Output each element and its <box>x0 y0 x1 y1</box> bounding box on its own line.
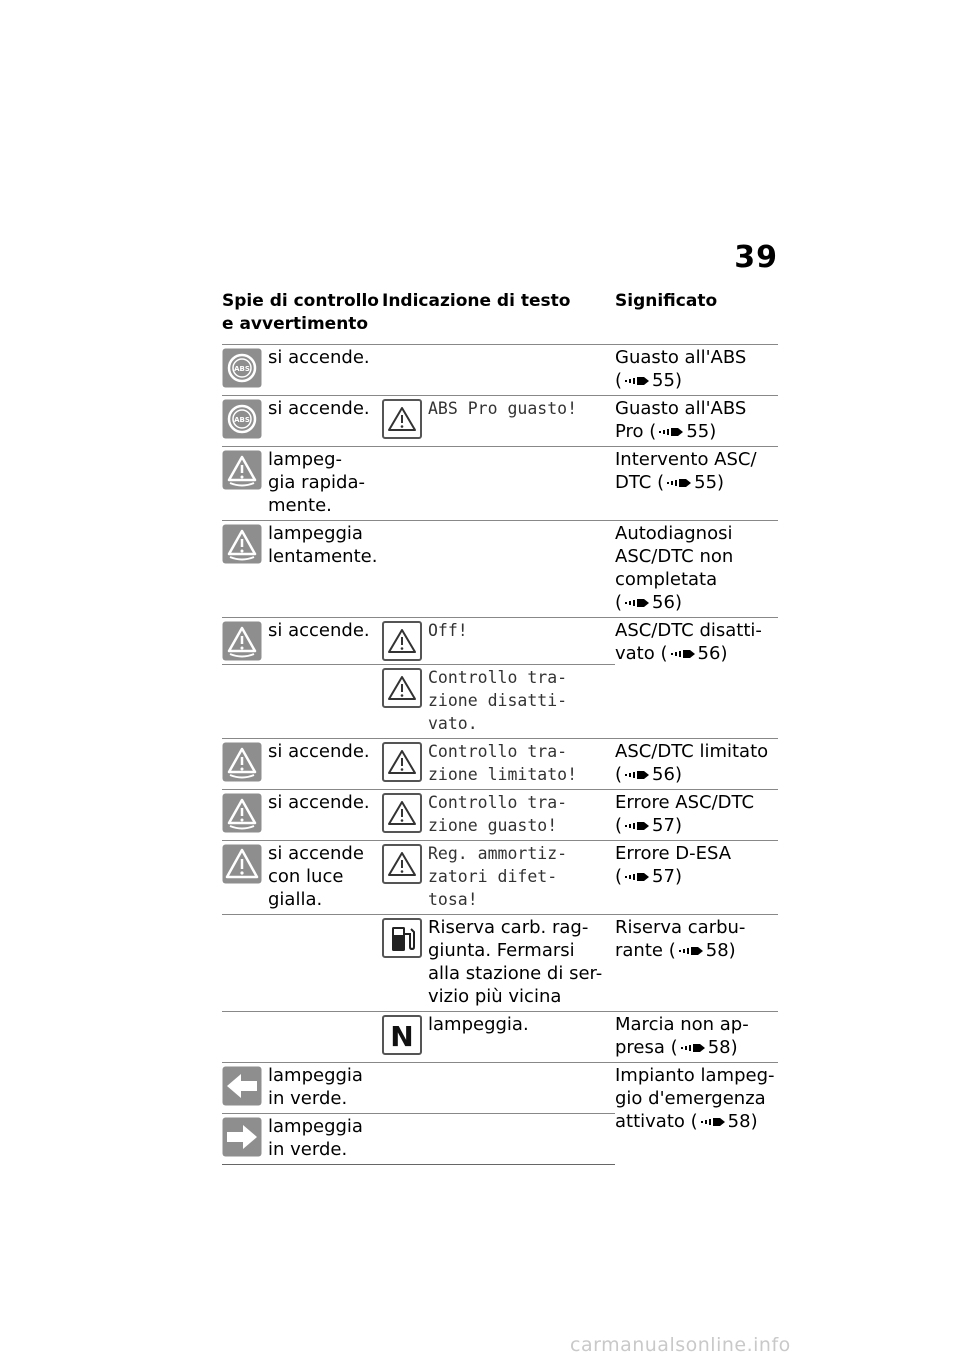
lamp-cell <box>222 665 382 739</box>
table-row <box>222 739 778 790</box>
svg-text:N: N <box>390 1020 414 1053</box>
meaning-text: Marcia non ap- presa <box>615 1014 749 1058</box>
table-row <box>222 447 778 521</box>
table-row <box>222 618 778 665</box>
display-message-text: Riserva carb. rag- giunta. Fermarsi alla stazione di ser- vizio più vicina <box>428 917 603 1007</box>
page-arrow-icon <box>670 648 696 660</box>
lamp-cell <box>222 790 382 841</box>
display-text-cell <box>382 1063 615 1114</box>
warning-triangle-icon <box>382 844 422 884</box>
meaning-text: Errore D-ESA <box>615 843 732 864</box>
lamp-behaviour-text: si accende. <box>268 792 370 813</box>
meaning-text: Errore ASC/DTC <box>615 792 755 813</box>
svg-text:ABS: ABS <box>234 365 250 373</box>
meaning-cell <box>615 396 778 447</box>
table-row <box>222 1063 778 1114</box>
page-arrow-icon <box>700 1116 726 1128</box>
warning-triangle-icon <box>382 742 422 782</box>
header-lamps: Spie di controllo e avvertimento <box>222 291 379 334</box>
lamp-behaviour-text: si accende. <box>268 398 370 419</box>
page-reference-number: 56 <box>652 764 675 785</box>
meaning-cell <box>615 618 778 739</box>
meaning-text: Guasto all'ABS <box>615 347 747 368</box>
neutral-n-icon <box>382 1015 422 1055</box>
page-reference-number: 57 <box>652 815 675 836</box>
display-message-text: Controllo tra- zione disatti- vato. <box>428 668 568 733</box>
warning-triangle-icon <box>382 399 422 439</box>
display-message-text: Controllo tra- zione limitato! <box>428 742 578 784</box>
page-reference-number: 57 <box>652 866 675 887</box>
lamp-cell <box>222 345 382 396</box>
meaning-cell <box>615 521 778 618</box>
meaning-cell <box>615 1012 778 1063</box>
page-arrow-icon <box>624 871 650 883</box>
page-arrow-icon <box>658 426 684 438</box>
page-arrow-icon <box>680 1042 706 1054</box>
meaning-cell <box>615 447 778 521</box>
meaning-text: Impianto lampeg- gio d'emergenza attivato <box>615 1065 775 1132</box>
display-text-cell <box>382 915 615 1012</box>
page-reference[interactable]: ( 57) <box>615 815 682 836</box>
lamp-behaviour-text: si accende con luce gialla. <box>268 843 364 910</box>
warning-triangle-icon <box>382 621 422 661</box>
table-row <box>222 915 778 1012</box>
meaning-text: ASC/DTC limitato <box>615 741 769 762</box>
meaning-cell <box>615 841 778 915</box>
table-row <box>222 1012 778 1063</box>
page-arrow-icon <box>624 375 650 387</box>
abs-lamp-icon <box>222 348 262 388</box>
lamp-behaviour-text: si accende. <box>268 347 370 368</box>
page-reference[interactable]: ( 58) <box>670 1037 738 1058</box>
lamp-behaviour-text: si accende. <box>268 620 370 641</box>
lamp-cell <box>222 915 382 1012</box>
lamp-cell <box>222 618 382 665</box>
dtc-lamp-icon <box>222 524 262 564</box>
meaning-text: Intervento ASC/ DTC <box>615 449 757 493</box>
meaning-cell <box>615 790 778 841</box>
page-reference-number: 58 <box>727 1111 751 1132</box>
display-text-cell <box>382 1012 615 1063</box>
lamp-cell <box>222 396 382 447</box>
meaning-cell <box>615 345 778 396</box>
general-warning-lamp-icon <box>222 844 262 884</box>
fuel-pump-icon <box>382 918 422 958</box>
turn-right-lamp-icon <box>222 1117 262 1157</box>
dtc-lamp-icon <box>222 621 262 661</box>
page-reference[interactable]: ( 56) <box>615 592 682 613</box>
table-header-row <box>222 290 778 345</box>
page-reference-number: 55 <box>694 472 718 493</box>
lamp-behaviour-text: lampeggia in verde. <box>268 1116 363 1160</box>
display-text-cell <box>382 618 615 665</box>
page-arrow-icon <box>678 945 704 957</box>
table-row <box>222 841 778 915</box>
meaning-cell <box>615 915 778 1012</box>
page-arrow-icon <box>624 820 650 832</box>
lamp-cell <box>222 841 382 915</box>
lamp-cell <box>222 521 382 618</box>
display-text-cell <box>382 345 615 396</box>
dtc-lamp-icon <box>222 742 262 782</box>
page-reference-number: 58 <box>707 1037 731 1058</box>
table-row <box>222 345 778 396</box>
table-row <box>222 396 778 447</box>
display-message-text: Controllo tra- zione guasto! <box>428 793 568 835</box>
display-text-cell <box>382 396 615 447</box>
meaning-text: Riserva carbu- rante <box>615 917 746 961</box>
page-arrow-icon <box>666 477 692 489</box>
dtc-lamp-icon <box>222 450 262 490</box>
display-text-cell <box>382 1114 615 1165</box>
display-text-cell <box>382 790 615 841</box>
display-text-cell <box>382 521 615 618</box>
page-reference[interactable]: ( 55) <box>615 370 682 391</box>
page-reference[interactable]: ( 57) <box>615 866 682 887</box>
display-message-text: ABS Pro guasto! <box>428 399 578 418</box>
lamp-behaviour-text: si accende. <box>268 741 370 762</box>
lamp-behaviour-text: lampeg- gia rapida- mente. <box>268 449 365 516</box>
warning-triangle-icon <box>382 793 422 833</box>
page-reference[interactable]: ( 58) <box>690 1111 758 1132</box>
dtc-lamp-icon <box>222 793 262 833</box>
meaning-cell <box>615 1063 778 1165</box>
meaning-text: Autodiagnosi ASC/DTC non completata <box>615 523 734 590</box>
display-text-cell <box>382 841 615 915</box>
display-message-text: Reg. ammortiz- zatori difet- tosa! <box>428 844 568 909</box>
page-arrow-icon <box>624 597 650 609</box>
table-row <box>222 521 778 618</box>
lamp-cell <box>222 739 382 790</box>
display-message-text: lampeggia. <box>428 1014 529 1035</box>
display-text-cell <box>382 665 615 739</box>
warning-lights-table-container <box>222 290 778 1165</box>
abs-lamp-icon <box>222 399 262 439</box>
lamp-cell <box>222 1012 382 1063</box>
page-reference[interactable]: ( 55) <box>657 472 725 493</box>
display-text-cell <box>382 739 615 790</box>
page-reference-number: 56 <box>652 592 675 613</box>
lamp-cell <box>222 1114 382 1165</box>
turn-left-lamp-icon <box>222 1066 262 1106</box>
warning-lights-table <box>222 290 778 1165</box>
meaning-text: Guasto all'ABS Pro <box>615 398 747 442</box>
page-reference-number: 55 <box>652 370 675 391</box>
page-reference[interactable]: ( 56) <box>615 764 682 785</box>
display-text-cell <box>382 447 615 521</box>
header-text-display: Indicazione di testo <box>382 291 571 311</box>
page-reference[interactable]: ( 56) <box>660 643 728 664</box>
meaning-text: ASC/DTC disatti- vato <box>615 620 762 664</box>
lamp-behaviour-text: lampeggia in verde. <box>268 1065 363 1109</box>
page-reference[interactable]: ( 58) <box>668 940 736 961</box>
page-number: 39 <box>734 240 778 275</box>
page-reference-number: 58 <box>705 940 729 961</box>
page-arrow-icon <box>624 769 650 781</box>
footer-watermark: carmanualsonline.info <box>570 1334 791 1356</box>
warning-triangle-icon <box>382 668 422 708</box>
lamp-cell <box>222 1063 382 1114</box>
header-meaning: Significato <box>615 291 718 311</box>
page-reference-number: 55 <box>686 421 710 442</box>
lamp-cell <box>222 447 382 521</box>
page-reference[interactable]: ( 55) <box>649 421 717 442</box>
svg-text:ABS: ABS <box>234 416 250 424</box>
page-reference-number: 56 <box>697 643 721 664</box>
meaning-cell <box>615 739 778 790</box>
table-row <box>222 790 778 841</box>
display-message-text: Off! <box>428 621 468 640</box>
lamp-behaviour-text: lampeggia lentamente. <box>268 523 378 567</box>
